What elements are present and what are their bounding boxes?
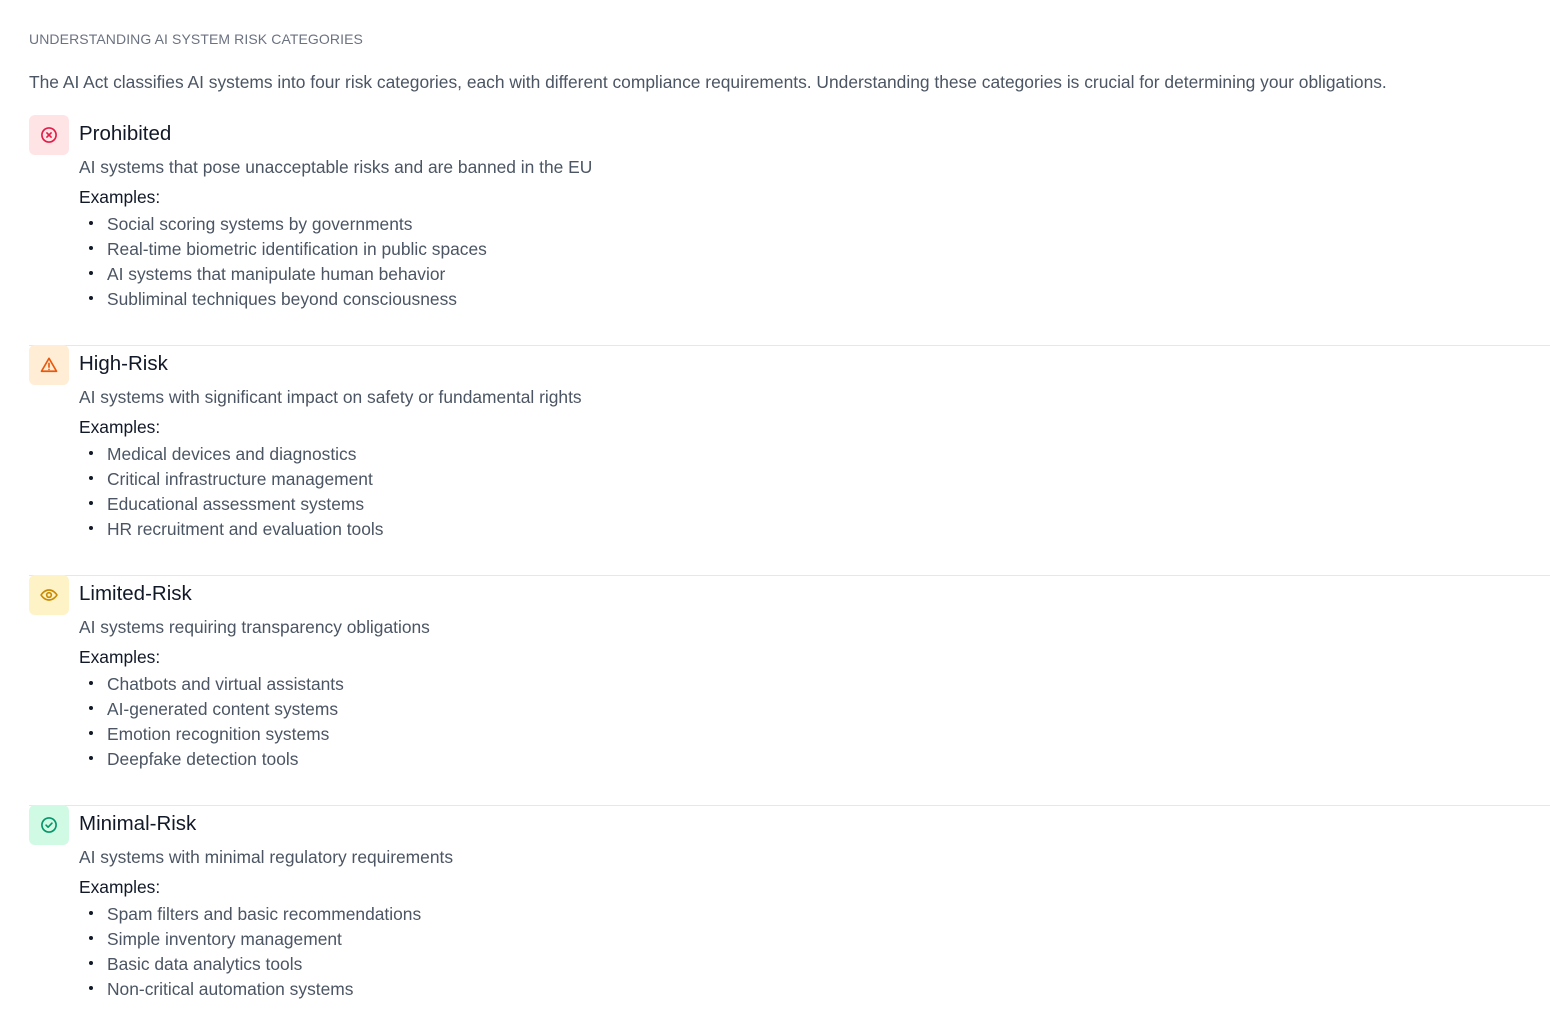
list-item: Educational assessment systems	[87, 492, 383, 517]
examples-list	[87, 442, 383, 542]
category-name: High-Risk	[79, 352, 168, 375]
check-circle-icon	[39, 815, 59, 835]
category-high-risk	[29, 345, 1550, 576]
section-title: UNDERSTANDING AI SYSTEM RISK CATEGORIES	[29, 31, 363, 47]
list-item: Subliminal techniques beyond consciousness	[87, 287, 487, 312]
eye-icon	[39, 585, 59, 605]
category-description: AI systems with minimal regulatory requirements	[79, 847, 454, 867]
warning-triangle-icon	[39, 355, 59, 375]
category-name: Prohibited	[79, 122, 172, 145]
category-prohibited	[29, 115, 1550, 346]
category-minimal-risk	[29, 805, 1550, 1035]
list-item: Medical devices and diagnostics	[87, 442, 383, 467]
category-description: AI systems requiring transparency obligations	[79, 617, 430, 637]
examples-list	[87, 672, 344, 772]
list-item: Social scoring systems by governments	[87, 212, 487, 237]
list-item: Real-time biometric identification in public spaces	[87, 237, 487, 262]
examples-label: Examples:	[79, 187, 161, 207]
list-item: Deepfake detection tools	[87, 747, 344, 772]
x-circle-icon	[39, 125, 59, 145]
list-item: AI-generated content systems	[87, 697, 344, 722]
list-item: Critical infrastructure management	[87, 467, 383, 492]
list-item: Basic data analytics tools	[87, 952, 421, 977]
category-icon-box	[29, 575, 69, 615]
intro-text: The AI Act classifies AI systems into four risk categories, each with different compliance requirements. Understanding these categories is crucial for determining your obligations.	[29, 72, 1387, 92]
category-limited-risk	[29, 575, 1550, 806]
list-item: Simple inventory management	[87, 927, 421, 952]
category-icon-box	[29, 805, 69, 845]
list-item: Spam filters and basic recommendations	[87, 902, 421, 927]
examples-label: Examples:	[79, 647, 161, 667]
category-name: Minimal-Risk	[79, 812, 197, 835]
examples-list	[87, 902, 421, 1002]
list-item: Emotion recognition systems	[87, 722, 344, 747]
category-icon-box	[29, 345, 69, 385]
examples-label: Examples:	[79, 877, 161, 897]
category-name: Limited-Risk	[79, 582, 192, 605]
list-item: Chatbots and virtual assistants	[87, 672, 344, 697]
category-description: AI systems that pose unacceptable risks and are banned in the EU	[79, 157, 593, 177]
category-description: AI systems with significant impact on safety or fundamental rights	[79, 387, 582, 407]
examples-label: Examples:	[79, 417, 161, 437]
list-item: AI systems that manipulate human behavior	[87, 262, 487, 287]
examples-list	[87, 212, 487, 312]
list-item: Non-critical automation systems	[87, 977, 421, 1002]
list-item: HR recruitment and evaluation tools	[87, 517, 383, 542]
category-icon-box	[29, 115, 69, 155]
